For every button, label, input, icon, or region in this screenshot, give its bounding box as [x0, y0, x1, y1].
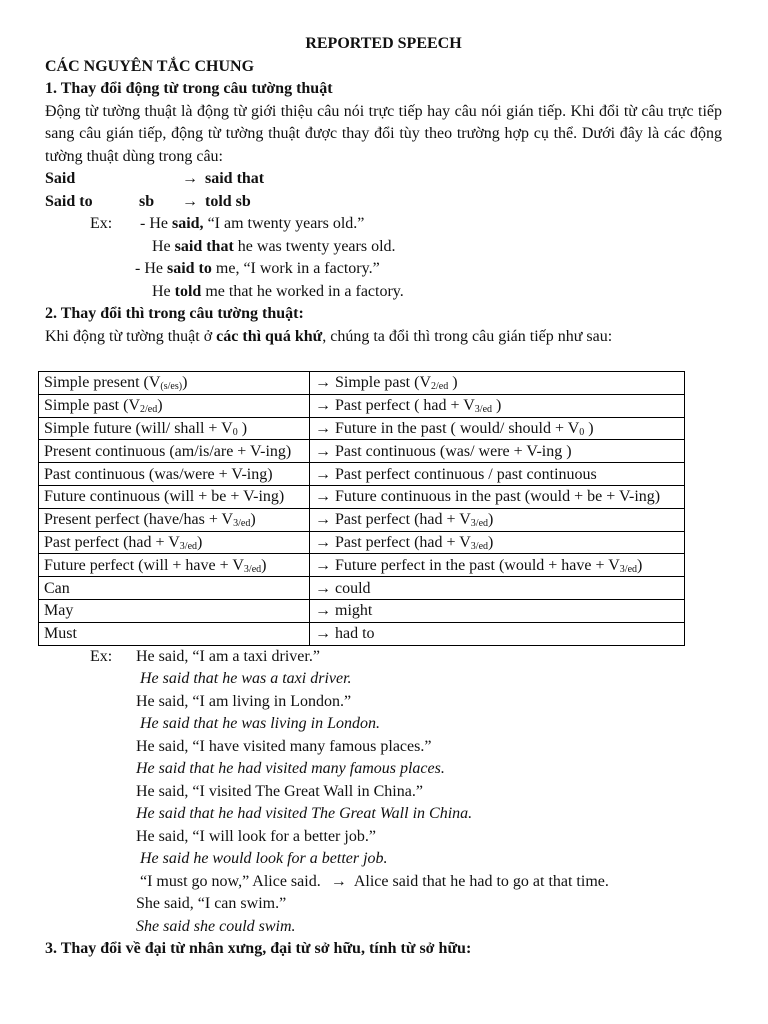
direct-tense-cell: Past continuous (was/were + V-ing) [39, 463, 310, 486]
table-row [39, 485, 685, 508]
table-row [39, 440, 685, 463]
example-line: He said that he was a taxi driver. [140, 670, 352, 688]
arrow-icon: → [182, 170, 198, 187]
rule-said [45, 168, 722, 191]
example-line: He said, “I will look for a better job.” [136, 827, 376, 845]
example-line: “I must go now,” Alice said. → Alice said that he had to go at that time. [140, 872, 609, 890]
example-line: Ex: He said, “I am a taxi driver.” [45, 646, 722, 669]
reported-tense-cell: → might [310, 599, 685, 622]
direct-tense-cell: Simple future (will/ shall + $V_0$ ) [39, 417, 310, 440]
reported-tense-cell: → Past perfect ( had + $V_{3/ed}$ ) [310, 394, 685, 417]
table-row [39, 372, 685, 395]
direct-tense-cell: May [39, 599, 310, 622]
table-row [39, 599, 685, 622]
direct-tense-cell: Present continuous (am/is/are + V-ing) [39, 440, 310, 463]
reported-tense-cell: → Future perfect in the past (would + have + $V_{3/ed}$) [310, 554, 685, 577]
reported-tense-cell: → Past perfect $(had + V_{3/ed})$ [310, 508, 685, 531]
reported-tense-cell: → could [310, 577, 685, 600]
rule-said-to-b: told sb [205, 192, 251, 210]
page-title: REPORTED SPEECH [305, 35, 462, 52]
example-line: Ex: - He said, “I am twenty years old.” [45, 213, 722, 236]
arrow-icon: → [182, 192, 198, 210]
rule-said-to [45, 191, 722, 214]
reported-tense-cell: → Past perfect continuous / past continuous [310, 463, 685, 486]
example-line: He said, “I am living in London.” [136, 692, 352, 710]
table-row [39, 417, 685, 440]
table-row [39, 622, 685, 645]
direct-tense-cell: Must [39, 622, 310, 645]
example-line: He said that he had visited many famous places. [136, 760, 445, 778]
table-row [39, 508, 685, 531]
reported-tense-cell: → Simple past ($V_{2/ed}$ ) [310, 372, 685, 395]
ex-label: Ex: [90, 215, 113, 232]
rule-said-to-mid: sb [139, 192, 155, 210]
direct-tense-cell: Future perfect (will + have + $V_{3/ed}$) [39, 554, 310, 577]
direct-tense-cell: Simple past $(V_{2/ed})$ [39, 394, 310, 417]
intro-2: Khi động từ tường thuật ở các thì quá khứ, chúng ta đổi thì trong câu gián tiếp như sau: [45, 327, 613, 345]
paragraph-1: Động từ tường thuật là động từ giới thiệu câu nói trực tiếp hay câu nói gián tiếp. Khi đổi từ câu trực tiếp sang câu gián tiếp, động từ tường thuật được thay đổi tùy theo trường hợp cụ thể. Dưới đây là các động tường thuật dùng trong câu: [45, 102, 722, 165]
direct-tense-cell: Can [39, 577, 310, 600]
document-page [45, 33, 722, 961]
example-line: She said, “I can swim.” [136, 895, 287, 913]
reported-tense-cell: → Future in the past ( would/ should + $V_0$ ) [310, 417, 685, 440]
example-line: He said, “I visited The Great Wall in China.” [136, 782, 423, 800]
direct-tense-cell: Future continuous (will + be + V-ing) [39, 485, 310, 508]
example-line: He said that he was twenty years old. [152, 237, 396, 255]
table-row [39, 554, 685, 577]
example-line: He said that he had visited The Great Wall in China. [136, 805, 473, 823]
example-line: He told me that he worked in a factory. [152, 282, 404, 300]
example-line: He said that he was living in London. [140, 715, 380, 733]
reported-tense-cell: → Past perfect $(had + V_{3/ed})$ [310, 531, 685, 554]
rule-said-b: said that [205, 170, 265, 187]
tense-table [38, 371, 685, 646]
arrow-icon: → [330, 872, 347, 890]
example-line: He said, “I have visited many famous places.” [136, 737, 432, 755]
table-row [39, 463, 685, 486]
table-row [39, 531, 685, 554]
reported-tense-cell: → Future continuous in the past (would + be + V-ing) [310, 485, 685, 508]
reported-tense-cell: → Past continuous (was/ were + V-ing ) [310, 440, 685, 463]
direct-tense-cell: Present perfect (have/has + $V_{3/ed}$) [39, 508, 310, 531]
rule-said-to-a: Said to [45, 192, 93, 210]
table-row [39, 577, 685, 600]
example-line: She said she could swim. [136, 917, 296, 935]
rule-said-a: Said [45, 170, 76, 187]
table-row [39, 394, 685, 417]
direct-tense-cell: Past perfect $(had + V_{3/ed})$ [39, 531, 310, 554]
heading-2: 2. Thay đổi thì trong câu tường thuật: [45, 305, 304, 322]
heading-1: 1. Thay đổi động từ trong câu tường thuật [45, 80, 333, 97]
example-line: He said he would look for a better job. [140, 850, 388, 868]
reported-tense-cell: → had to [310, 622, 685, 645]
heading-3: 3. Thay đổi về đại từ nhân xưng, đại từ sở hữu, tính từ sở hữu: [45, 940, 472, 958]
section-heading: CÁC NGUYÊN TẮC CHUNG [45, 57, 255, 75]
direct-tense-cell: Simple present $(V_{(s/es)})$ [39, 372, 310, 395]
ex-label: Ex: [90, 647, 113, 665]
example-line: - He said to me, “I work in a factory.” [135, 260, 380, 277]
